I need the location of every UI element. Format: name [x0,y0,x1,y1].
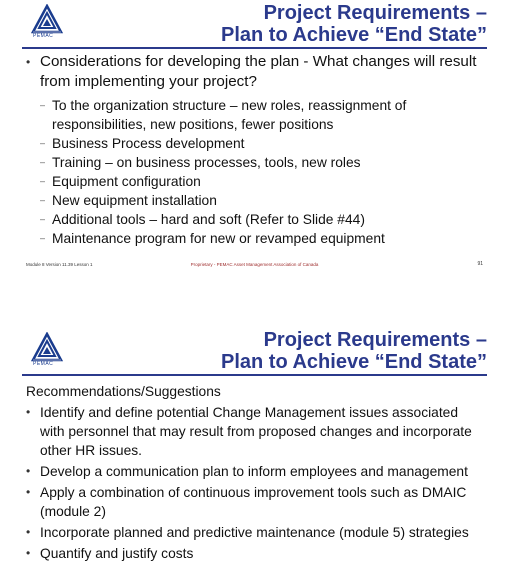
title-rule [22,47,487,49]
slide-footer [26,262,483,272]
slide-gap [0,278,509,320]
bullet: • Incorporate planned and predictive maintenance (module 5) strategies [26,523,483,542]
footer-module: Module 8 Version 11.39 Lesson 1 [26,262,93,267]
recommendations-heading: Recommendations/Suggestions [26,384,221,399]
bullet: • Quantify and justify costs [26,544,483,563]
sub-bullet: – Training – on business processes, tools, new roles [26,153,483,172]
footer-proprietary: Proprietary - PEMAC Asset Management Association of Canada [190,262,319,267]
slide-title [221,329,487,373]
sub-bullet: – Equipment configuration [26,172,483,191]
title-line-1: Project Requirements – [263,329,487,351]
title-line-2: Plan to Achieve “End State” [221,24,487,46]
sub-bullet: – Additional tools – hard and soft (Refer to Slide #44) [26,210,483,229]
sub-bullet: – Business Process development [26,134,483,153]
bullet: • Identify and define potential Change Management issues associated with personnel that may result from proposed changes and incorporate other HR issues. [26,403,483,460]
logo-text: PEMAC [33,361,54,367]
bullet-main: • Considerations for developing the plan - What changes will result from implementing your project? [26,52,483,92]
slide-1 [0,0,509,278]
title-rule [22,374,487,376]
slide-content [26,382,483,565]
page-number: 91 [477,261,483,267]
slide-title [221,2,487,46]
slide-2 [0,320,509,561]
sub-bullet: – New equipment installation [26,191,483,210]
title-line-1: Project Requirements – [263,2,487,24]
logo-text: PEMAC [33,33,54,39]
sub-bullet: – Maintenance program for new or revamped equipment [26,229,483,248]
bullet: • Apply a combination of continuous improvement tools such as DMAIC (module 2) [26,483,483,521]
sub-bullet: – To the organization structure – new roles, reassignment of responsibilities, new positions, fewer positions [26,96,483,134]
bullet: • Develop a communication plan to inform employees and management [26,462,483,481]
slide-content [26,52,483,248]
title-line-2: Plan to Achieve “End State” [221,351,487,373]
